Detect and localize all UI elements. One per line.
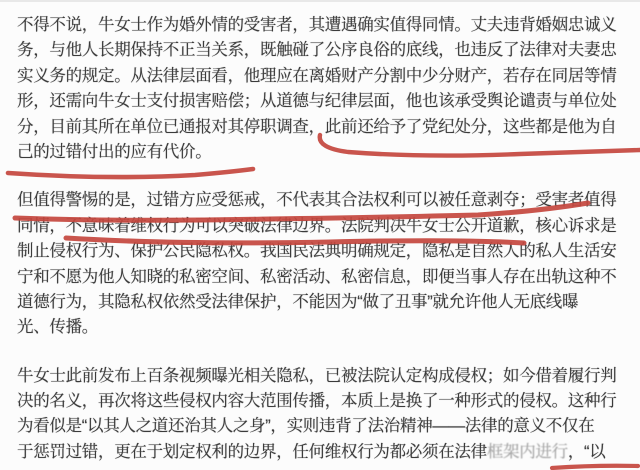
article-line: 为看似是“以其人之道还治其人之身”，实则违背了法治精神——法律的意义不仅在	[17, 417, 595, 436]
article-line: 己的过错付出的应有代价。	[17, 142, 212, 161]
watermark-faded-text: 框架内进行	[486, 442, 568, 461]
article-line: 同情，不意味着维权行为可以突破法律边界。法院判决牛女士公开道歉，核心诉求是	[17, 216, 617, 235]
article-line: 务，与他人长期保持不正当关系，既触碰了公序良俗的底线，也违反了法律对夫妻忠	[17, 41, 617, 60]
red-underline-bottom-fragment	[552, 466, 638, 468]
article-line-segment: 于惩罚过错，更在于划定权利的边界，任何维权行为都必须在法律	[17, 442, 487, 461]
paragraph-sympathy	[17, 13, 625, 165]
article-text	[17, 13, 625, 465]
article-line: 形，还需向牛女士支付损害赔偿；从道德与纪律层面，他也该承受舆论谴责与单位处	[17, 92, 617, 111]
article-line: 不得不说，牛女士作为婚外情的受害者，其遭遇确实值得同情。丈夫违背婚姻忠诚义	[17, 16, 617, 34]
top-edge-shadow	[0, 0, 640, 2]
article-line: 但值得警惕的是，过错方应受惩戒，不代表其合法权利可以被任意剥夺；受害者值得	[17, 191, 617, 210]
article-line: 实义务的规定。从法律层面看，他理应在离婚财产分割中少分财产，若存在同居等情	[17, 66, 617, 85]
article-line: 宁和不愿为他人知晓的私密空间、私密活动、私密信息，即便当事人存在出轨这种不	[17, 267, 617, 286]
article-line-segment: ，“以	[567, 442, 606, 461]
paragraph-infringement	[17, 364, 625, 466]
article-line: 道德行为，其隐私权依然受法律保护，不能因为“做了丑事”就允许他人无底线曝	[17, 292, 579, 311]
article-line: 决的名义，再次将这些侵权内容大范围传播，本质上是换了一种形式的侵权。这种行	[17, 392, 617, 411]
article-line	[17, 440, 625, 465]
article-line: 光、传播。	[17, 318, 99, 337]
article-line: 制止侵权行为、保护公民隐私权。我国民法典明确规定，隐私是自然人的私人生活安	[17, 242, 617, 261]
article-line: 分，目前其所在单位已通报对其停职调查，此前还给予了党纪处分，这些都是他为自	[17, 117, 617, 136]
article-line: 牛女士此前发布上百条视频曝光相关隐私，已被法院认定构成侵权；如今借着履行判	[17, 366, 617, 385]
paragraph-warning	[17, 188, 625, 340]
